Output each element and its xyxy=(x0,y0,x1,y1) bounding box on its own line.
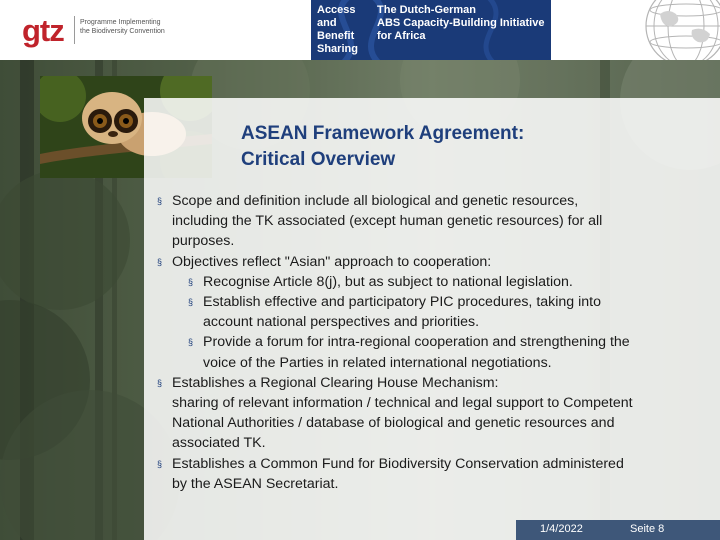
sub-bullet-text-line: voice of the Parties in related international negotiations. xyxy=(203,354,552,371)
sub-bullet-text-line: Recognise Article 8(j), but as subject to national legislation. xyxy=(203,273,573,290)
sub-bullet-item xyxy=(157,272,702,292)
bullet-text-line: purposes. xyxy=(172,233,235,250)
slide-title xyxy=(241,121,661,173)
bullet-marker: § xyxy=(157,256,163,267)
bullet-item xyxy=(157,373,702,454)
bullet-text-line: by the ASEAN Secretariat. xyxy=(172,475,339,492)
sub-bullet-marker: § xyxy=(188,276,194,287)
bullet-item xyxy=(157,454,702,494)
sub-bullet-marker: § xyxy=(188,337,194,348)
slide-title-line-2: Critical Overview xyxy=(241,149,396,170)
bullet-item xyxy=(157,191,702,252)
sub-bullet-item xyxy=(157,332,702,372)
slide-title-line-1: ASEAN Framework Agreement: xyxy=(241,123,525,144)
banner-title-abs: Access and Benefit Sharing xyxy=(317,4,358,55)
slide-page-number: Seite 8 xyxy=(630,523,665,535)
gtz-logo-subtitle: Programme Implementing the Biodiversity Convention xyxy=(80,19,165,35)
bullet-marker: § xyxy=(157,377,163,388)
bullet-list xyxy=(157,191,702,494)
bullet-marker: § xyxy=(157,458,163,469)
bullet-marker: § xyxy=(157,196,163,206)
slide-header xyxy=(0,0,720,60)
sub-bullet-item xyxy=(157,292,702,332)
bullet-text-line: National Authorities / database of biological and genetic resources and xyxy=(172,415,615,432)
bullet-text-line: sharing of relevant information / technical and legal support to Competent xyxy=(172,395,633,412)
sub-bullet-text-line: account national perspectives and priorities. xyxy=(203,314,480,331)
bullet-item xyxy=(157,252,702,272)
sub-bullet-marker: § xyxy=(188,297,194,308)
sub-bullet-text-line: Provide a forum for intra-regional cooperation and strengthening the xyxy=(203,334,630,351)
bullet-text-line: Establishes a Regional Clearing House Mechanism: xyxy=(172,374,499,391)
bullet-text-line: Establishes a Common Fund for Biodiversity Conservation administered xyxy=(172,455,624,472)
banner-title-initiative: The Dutch-German ABS Capacity-Building Initiative for Africa xyxy=(377,4,545,42)
bullet-text-line: associated TK. xyxy=(172,435,266,452)
sub-bullet-text-line: Establish effective and participatory PIC procedures, taking into xyxy=(203,294,601,311)
abs-banner xyxy=(311,0,551,60)
bullet-text-line: including the TK associated (except human genetic resources) for all xyxy=(172,213,603,230)
logo-divider xyxy=(74,16,75,44)
bullet-text-line: Objectives reflect "Asian" approach to cooperation: xyxy=(172,253,492,270)
gtz-logo: gtz xyxy=(22,13,64,48)
bullet-text-line: Scope and definition include all biological and genetic resources, xyxy=(172,193,579,209)
globe-icon xyxy=(640,0,720,60)
slide-date: 1/4/2022 xyxy=(540,523,583,535)
